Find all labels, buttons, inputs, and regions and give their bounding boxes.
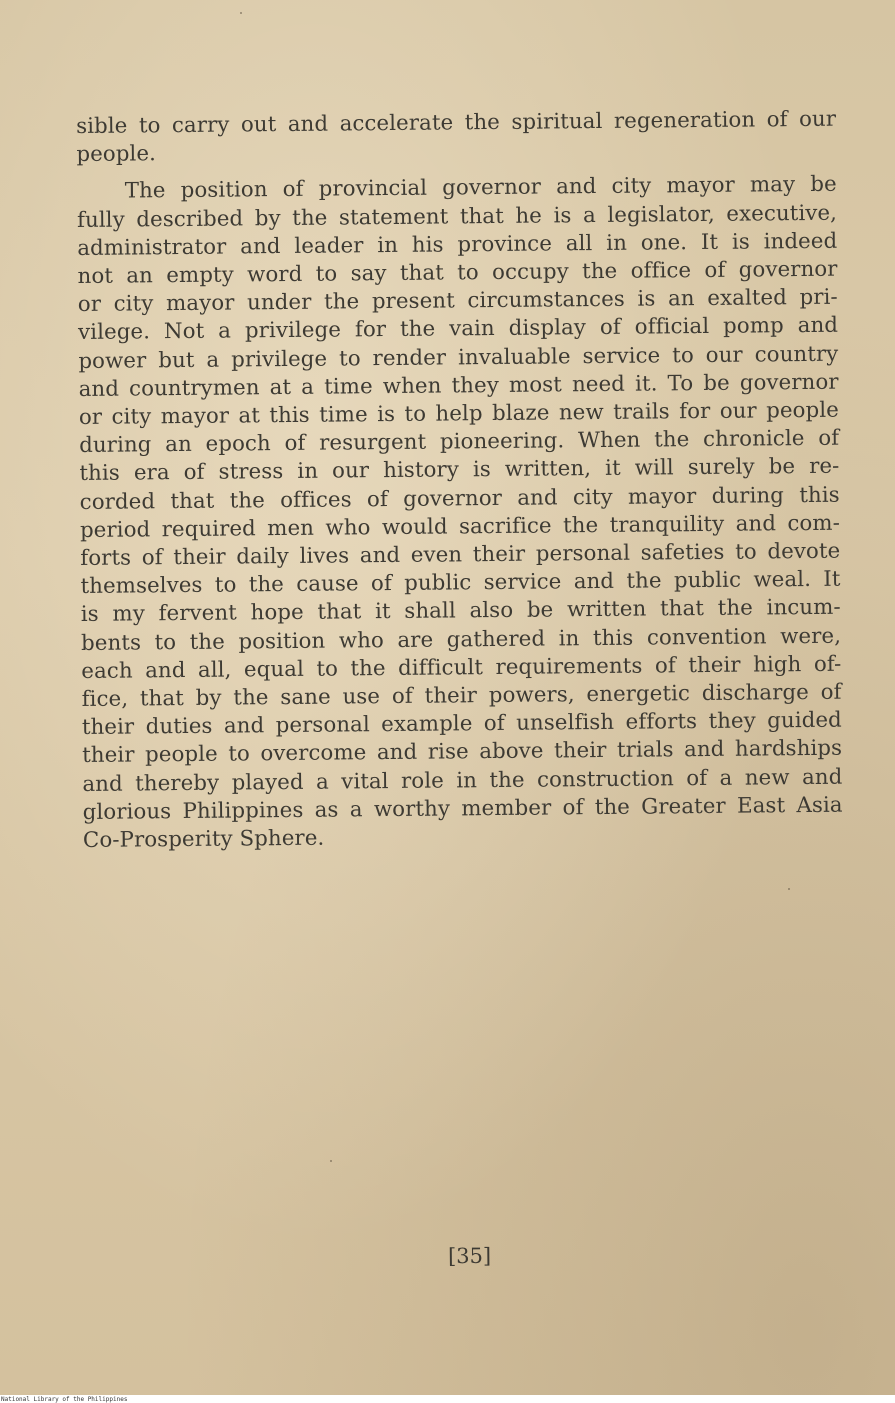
paper-speck <box>788 888 790 890</box>
text-line: vilege. Not a privilege for the vain display of official pomp and <box>77 313 839 346</box>
library-watermark: National Library of the Philippines <box>1 1396 128 1403</box>
text-line: sible to carry out and accelerate the spiritual regeneration of our <box>76 106 837 139</box>
text-line: forts of their daily lives and even their personal safeties to devote <box>80 538 841 572</box>
text-line: Co-Prosperity Sphere. <box>82 825 325 854</box>
text-line: fice, that by the sane use of their powers, energetic discharge of <box>81 679 842 713</box>
text-line: people. <box>76 141 157 168</box>
body-text <box>76 106 843 856</box>
text-line: or city mayor at this time is to help blaze new trails for our people <box>78 397 840 431</box>
text-line: not an empty word to say that to occupy the office of governor <box>77 256 838 290</box>
page-number: [35] <box>447 1243 492 1269</box>
text-line: their people to overcome and rise above their trials and hardships <box>82 736 843 769</box>
text-line: administrator and leader in his province all in one. It is indeed <box>77 228 838 261</box>
text-line: and countrymen at a time when they most need it. To be governor <box>78 369 839 402</box>
text-line: during an epoch of resurgent pioneering. When the chronicle of <box>79 425 840 459</box>
text-line: their duties and personal example of unselfish efforts they guided <box>81 707 842 741</box>
text-line: is my fervent hope that it shall also be written that the incum- <box>80 595 841 628</box>
text-line: period required men who would sacrifice the tranquility and com- <box>79 510 841 543</box>
paper-speck <box>330 1160 332 1162</box>
text-line: fully described by the statement that he is a legislator, executive, <box>76 200 838 233</box>
text-line: glorious Philippines as a worthy member of the Greater East Asia <box>82 792 843 825</box>
text-line: corded that the offices of governor and city mayor during this <box>79 482 840 515</box>
paper-speck <box>240 12 242 14</box>
text-line: each and all, equal to the difficult requirements of their high of- <box>81 651 842 684</box>
text-line: themselves to the cause of public service and the public weal. It <box>80 566 841 600</box>
bottom-strip <box>0 1395 895 1403</box>
text-line: or city mayor under the present circumstances is an exalted pri- <box>77 284 838 318</box>
paragraph-1 <box>76 106 837 170</box>
text-line: The position of provincial governor and city mayor may be <box>124 172 837 204</box>
paragraph-2 <box>77 171 843 855</box>
text-line: this era of stress in our history is written, it will surely be re- <box>79 454 840 487</box>
text-line: power but a privilege to render invaluable service to our country <box>78 341 839 374</box>
text-line: bents to the position who are gathered in this convention were, <box>80 623 842 656</box>
text-line: and thereby played a vital role in the construction of a new and <box>82 764 843 797</box>
